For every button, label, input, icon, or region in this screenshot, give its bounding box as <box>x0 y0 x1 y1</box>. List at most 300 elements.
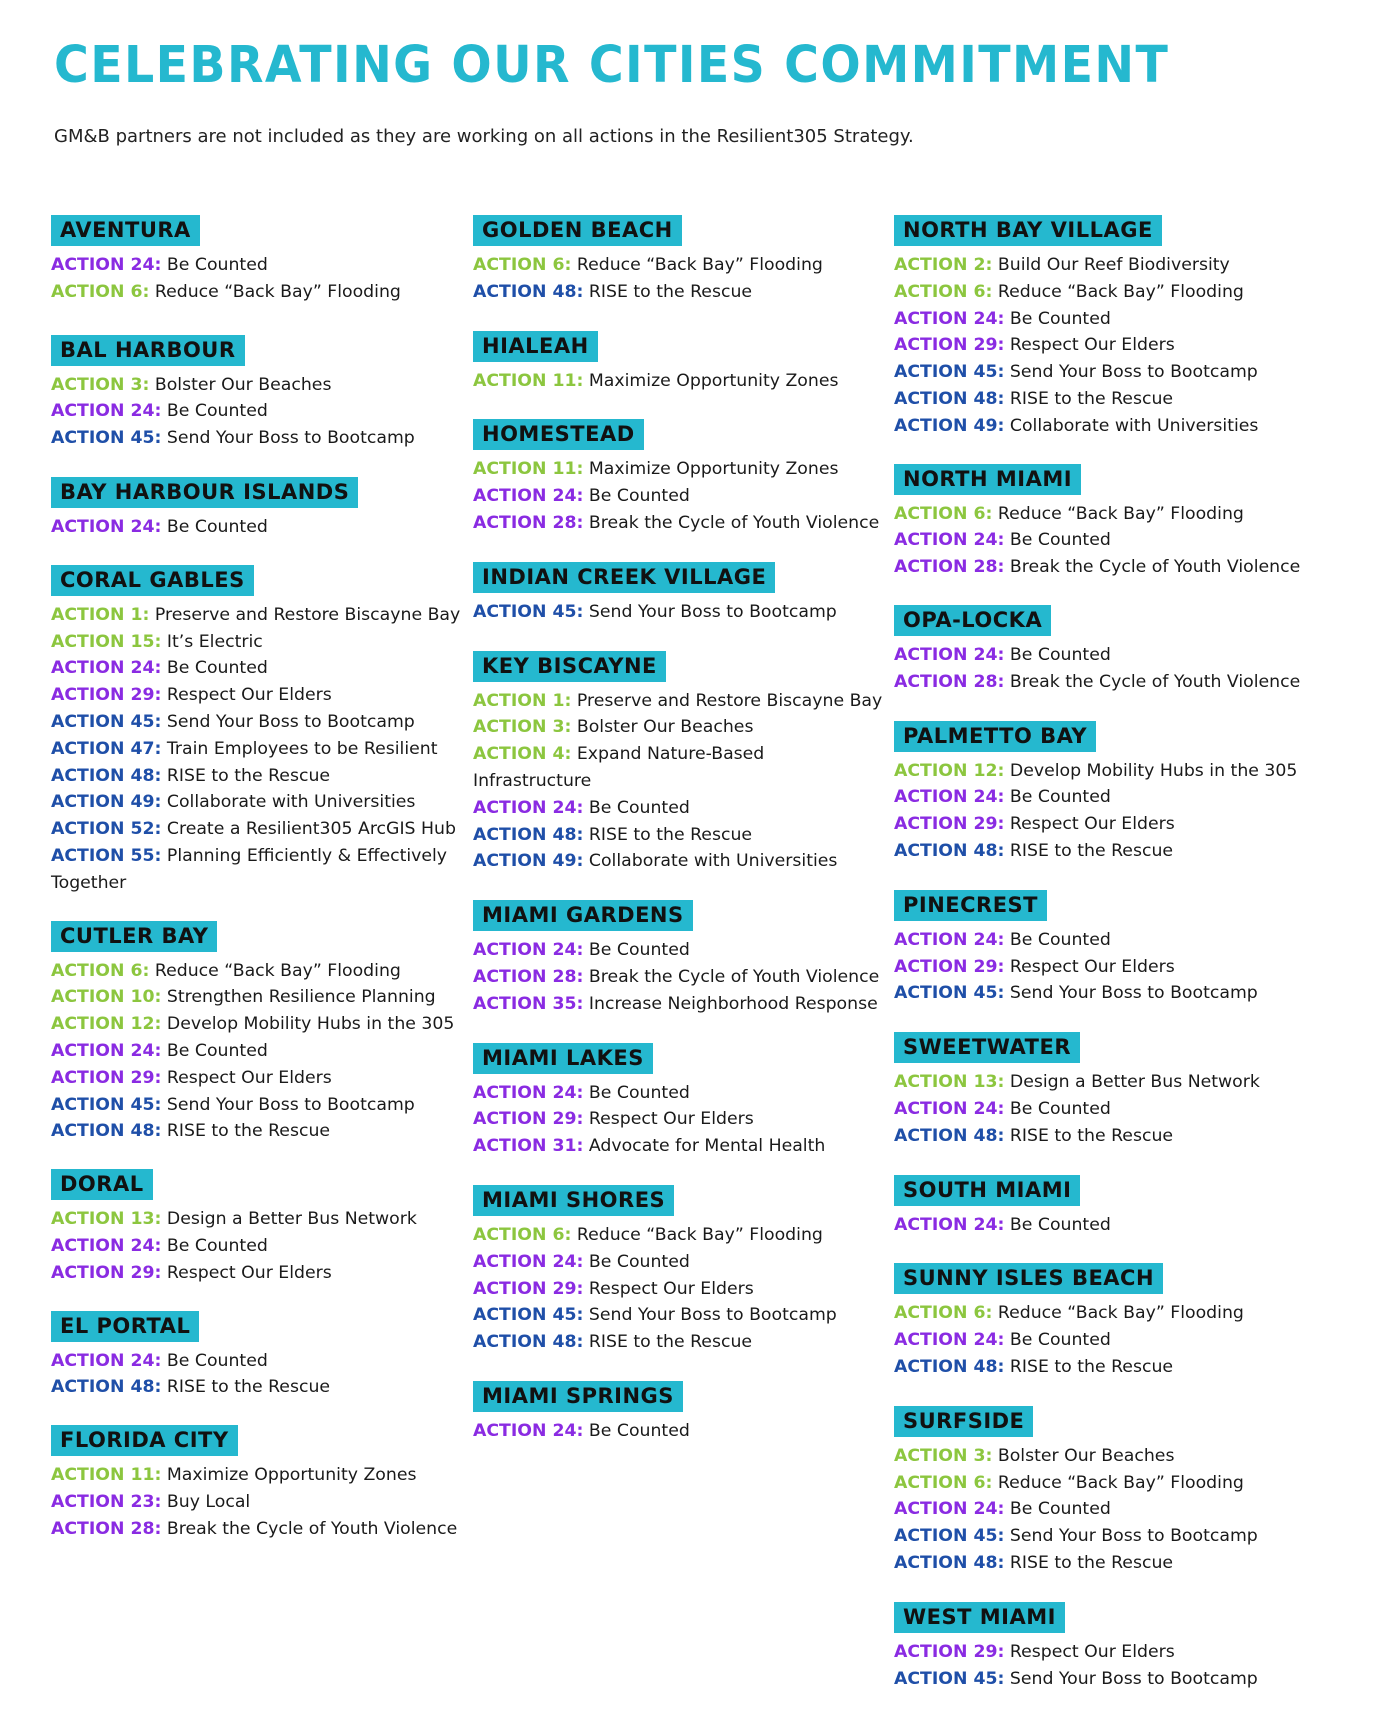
page-subtitle: GM&B partners are not included as they are working on all actions in the Resilient305 Strategy. <box>54 126 914 147</box>
action-item <box>473 1080 883 1107</box>
action-title: RISE to the Rescue <box>583 824 753 845</box>
action-number: ACTION 1: <box>473 690 572 711</box>
action-title: Be Counted <box>1004 308 1111 329</box>
action-title: RISE to the Rescue <box>161 765 331 786</box>
city-block <box>51 1169 461 1286</box>
action-number: ACTION 24: <box>894 1499 1005 1520</box>
city-block <box>51 921 461 1146</box>
city-name: HIALEAH <box>473 331 598 362</box>
action-item <box>51 682 461 709</box>
action-number: ACTION 24: <box>51 658 162 679</box>
action-title: Planning Efficiently & Effectively Together <box>51 845 453 893</box>
action-title: Be Counted <box>1004 1330 1111 1351</box>
action-title: Send Your Boss to Bootcamp <box>583 601 837 622</box>
action-item <box>894 811 1304 838</box>
action-title: Design a Better Bus Network <box>1004 1072 1260 1093</box>
city-name: GOLDEN BEACH <box>473 215 682 246</box>
city-block <box>473 1185 883 1356</box>
action-title: Be Counted <box>583 1082 690 1103</box>
action-number: ACTION 24: <box>51 1040 162 1061</box>
action-item <box>894 1069 1304 1096</box>
action-item <box>473 483 883 510</box>
city-block <box>473 419 883 536</box>
action-number: ACTION 29: <box>51 1067 162 1088</box>
city-name: BAL HARBOUR <box>51 335 245 366</box>
action-number: ACTION 31: <box>473 1136 584 1157</box>
action-item <box>894 359 1304 386</box>
city-name: MIAMI LAKES <box>473 1043 653 1074</box>
action-number: ACTION 48: <box>473 281 584 302</box>
city-name: EL PORTAL <box>51 1311 199 1342</box>
city-name: MIAMI SHORES <box>473 1185 674 1216</box>
city-name: INDIAN CREEK VILLAGE <box>473 562 775 593</box>
action-title: Train Employees to be Resilient <box>161 738 438 759</box>
action-item <box>894 1354 1304 1381</box>
action-item <box>473 279 883 306</box>
action-item <box>894 306 1304 333</box>
action-title: RISE to the Rescue <box>1004 1552 1174 1573</box>
action-number: ACTION 49: <box>894 415 1005 436</box>
city-block <box>473 1043 883 1160</box>
action-number: ACTION 12: <box>51 1014 162 1035</box>
action-title: Increase Neighborhood Response <box>583 993 878 1014</box>
action-title: Reduce “Back Bay” Flooding <box>992 503 1244 524</box>
action-title: Reduce “Back Bay” Flooding <box>992 1303 1244 1324</box>
action-title: RISE to the Rescue <box>1004 1125 1174 1146</box>
city-block <box>473 331 883 395</box>
action-number: ACTION 45: <box>473 1305 584 1326</box>
action-title: Buy Local <box>161 1491 251 1512</box>
action-title: Be Counted <box>161 1235 268 1256</box>
city-block <box>894 605 1304 696</box>
action-title: Design a Better Bus Network <box>161 1209 417 1230</box>
action-item <box>473 252 883 279</box>
action-item <box>894 927 1304 954</box>
city-name: PINECREST <box>894 890 1047 921</box>
city-block <box>894 1263 1304 1380</box>
action-title: Advocate for Mental Health <box>583 1136 826 1157</box>
city-block <box>894 721 1304 865</box>
action-item <box>51 1489 461 1516</box>
action-number: ACTION 24: <box>51 516 162 537</box>
action-item <box>894 1666 1304 1693</box>
action-title: Be Counted <box>583 486 690 507</box>
city-block <box>894 464 1304 581</box>
action-title: RISE to the Rescue <box>1004 1356 1174 1377</box>
action-number: ACTION 29: <box>894 335 1005 356</box>
city-name: BAY HARBOUR ISLANDS <box>51 477 358 508</box>
city-name: FLORIDA CITY <box>51 1425 238 1456</box>
action-number: ACTION 4: <box>473 744 572 765</box>
action-number: ACTION 11: <box>51 1465 162 1486</box>
action-item <box>473 964 883 991</box>
city-block <box>473 651 883 876</box>
action-title: RISE to the Rescue <box>1004 388 1174 409</box>
action-title: Collaborate with Universities <box>1004 415 1259 436</box>
action-title: Be Counted <box>161 516 268 537</box>
action-title: Expand Nature-Based Infrastructure <box>473 744 770 791</box>
action-item <box>51 252 461 279</box>
action-item <box>894 1443 1304 1470</box>
action-title: Respect Our Elders <box>161 1067 332 1088</box>
action-title: Send Your Boss to Bootcamp <box>161 711 415 732</box>
action-number: ACTION 12: <box>894 760 1005 781</box>
action-title: Respect Our Elders <box>1004 1641 1175 1662</box>
action-title: Respect Our Elders <box>1004 956 1175 977</box>
action-item <box>51 1260 461 1287</box>
action-number: ACTION 45: <box>51 1094 162 1115</box>
action-item <box>894 1470 1304 1497</box>
city-block <box>894 890 1304 1007</box>
action-title: Be Counted <box>583 1251 690 1272</box>
action-item <box>894 501 1304 528</box>
action-item <box>473 848 883 875</box>
action-number: ACTION 29: <box>51 685 162 706</box>
action-item <box>51 372 461 399</box>
action-title: Respect Our Elders <box>1004 335 1175 356</box>
action-title: Build Our Reef Biodiversity <box>992 255 1230 275</box>
action-number: ACTION 11: <box>473 370 584 391</box>
action-title: Be Counted <box>161 255 268 275</box>
action-number: ACTION 49: <box>473 851 584 872</box>
city-name: CORAL GABLES <box>51 565 254 596</box>
action-title: Send Your Boss to Bootcamp <box>1004 362 1258 383</box>
action-title: Reduce “Back Bay” Flooding <box>149 281 401 302</box>
action-number: ACTION 11: <box>473 459 584 480</box>
action-title: Reduce “Back Bay” Flooding <box>571 255 823 275</box>
column-3 <box>894 215 1304 1692</box>
action-number: ACTION 48: <box>894 1125 1005 1146</box>
action-item <box>894 1327 1304 1354</box>
action-number: ACTION 1: <box>51 604 150 625</box>
action-item <box>51 709 461 736</box>
action-item <box>894 1096 1304 1123</box>
action-number: ACTION 49: <box>51 792 162 813</box>
action-title: Develop Mobility Hubs in the 305 <box>1004 760 1298 781</box>
action-item <box>894 980 1304 1007</box>
action-number: ACTION 28: <box>473 512 584 533</box>
action-title: Break the Cycle of Youth Violence <box>161 1518 458 1539</box>
city-name: AVENTURA <box>51 215 200 246</box>
action-item <box>894 1523 1304 1550</box>
action-item <box>894 279 1304 306</box>
action-item <box>894 1212 1304 1239</box>
action-item <box>473 714 883 741</box>
action-item <box>473 1302 883 1329</box>
action-title: Be Counted <box>583 797 690 818</box>
action-number: ACTION 24: <box>894 530 1005 551</box>
action-item <box>894 413 1304 440</box>
action-item <box>894 838 1304 865</box>
action-number: ACTION 24: <box>894 644 1005 665</box>
action-title: Maximize Opportunity Zones <box>583 370 839 391</box>
city-name: WEST MIAMI <box>894 1602 1065 1633</box>
action-item <box>51 279 461 306</box>
city-name: NORTH MIAMI <box>894 464 1081 495</box>
action-item <box>473 937 883 964</box>
city-block <box>51 335 461 452</box>
action-number: ACTION 45: <box>894 362 1005 383</box>
action-item <box>894 784 1304 811</box>
action-item <box>894 252 1304 279</box>
action-number: ACTION 24: <box>473 1251 584 1272</box>
action-number: ACTION 24: <box>51 255 162 275</box>
action-number: ACTION 29: <box>473 1109 584 1130</box>
action-number: ACTION 6: <box>894 1303 993 1324</box>
action-number: ACTION 24: <box>51 1235 162 1256</box>
action-number: ACTION 29: <box>894 814 1005 835</box>
action-item <box>51 843 451 897</box>
action-item <box>473 991 883 1018</box>
action-title: Respect Our Elders <box>1004 814 1175 835</box>
action-title: Send Your Boss to Bootcamp <box>1004 983 1258 1004</box>
city-block <box>473 900 883 1017</box>
action-title: Reduce “Back Bay” Flooding <box>571 1224 823 1245</box>
action-title: Collaborate with Universities <box>583 851 838 872</box>
action-item <box>894 669 1304 696</box>
action-number: ACTION 24: <box>894 308 1005 329</box>
action-item <box>894 1639 1304 1666</box>
action-number: ACTION 48: <box>473 1332 584 1353</box>
action-number: ACTION 24: <box>894 787 1005 808</box>
action-item <box>894 1300 1304 1327</box>
action-number: ACTION 13: <box>51 1209 162 1230</box>
action-title: Be Counted <box>1004 1499 1111 1520</box>
action-title: Bolster Our Beaches <box>992 1445 1175 1466</box>
action-number: ACTION 29: <box>894 1641 1005 1662</box>
action-title: RISE to the Rescue <box>161 1121 331 1142</box>
action-item <box>894 527 1304 554</box>
action-title: Respect Our Elders <box>583 1109 754 1130</box>
action-item <box>51 789 461 816</box>
action-number: ACTION 3: <box>894 1445 993 1466</box>
action-item <box>473 368 883 395</box>
action-number: ACTION 24: <box>51 1350 162 1371</box>
action-title: Respect Our Elders <box>583 1278 754 1299</box>
action-title: Reduce “Back Bay” Flooding <box>992 281 1244 302</box>
action-title: Be Counted <box>583 1420 690 1441</box>
action-number: ACTION 48: <box>51 1121 162 1142</box>
action-number: ACTION 45: <box>51 428 162 449</box>
action-title: Strengthen Resilience Planning <box>161 987 436 1008</box>
action-item <box>51 1348 461 1375</box>
action-title: Send Your Boss to Bootcamp <box>583 1305 837 1326</box>
action-item <box>51 629 461 656</box>
action-item <box>473 456 883 483</box>
action-number: ACTION 35: <box>473 993 584 1014</box>
action-item <box>51 1516 461 1543</box>
action-title: Send Your Boss to Bootcamp <box>1004 1668 1258 1689</box>
action-item <box>51 602 461 629</box>
action-number: ACTION 28: <box>894 557 1005 578</box>
action-item <box>51 1092 461 1119</box>
action-number: ACTION 45: <box>473 601 584 622</box>
city-block <box>894 1175 1304 1239</box>
action-item <box>894 332 1304 359</box>
action-title: Bolster Our Beaches <box>149 374 332 395</box>
action-item <box>894 1550 1304 1577</box>
action-title: Respect Our Elders <box>161 1262 332 1283</box>
action-title: Break the Cycle of Youth Violence <box>583 512 880 533</box>
city-block <box>894 1602 1304 1693</box>
action-number: ACTION 6: <box>894 1472 993 1493</box>
action-title: Be Counted <box>1004 929 1111 950</box>
action-item <box>473 1276 883 1303</box>
action-title: RISE to the Rescue <box>161 1377 331 1398</box>
action-title: Be Counted <box>161 1350 268 1371</box>
city-block <box>51 565 461 897</box>
action-title: RISE to the Rescue <box>583 281 753 302</box>
action-number: ACTION 28: <box>51 1518 162 1539</box>
action-item <box>51 736 461 763</box>
action-number: ACTION 6: <box>894 281 993 302</box>
action-title: Be Counted <box>1004 644 1111 665</box>
action-title: Respect Our Elders <box>161 685 332 706</box>
action-number: ACTION 29: <box>51 1262 162 1283</box>
action-title: Break the Cycle of Youth Violence <box>583 966 880 987</box>
action-number: ACTION 24: <box>473 797 584 818</box>
action-item <box>51 984 461 1011</box>
action-number: ACTION 24: <box>894 1330 1005 1351</box>
action-item <box>894 386 1304 413</box>
action-item <box>51 1462 461 1489</box>
action-item <box>473 599 883 626</box>
city-block <box>473 562 883 626</box>
action-item <box>51 1065 461 1092</box>
city-name: MIAMI GARDENS <box>473 900 693 931</box>
action-number: ACTION 6: <box>51 960 150 981</box>
action-item <box>473 1329 883 1356</box>
action-item <box>51 1233 461 1260</box>
action-number: ACTION 45: <box>894 983 1005 1004</box>
action-number: ACTION 24: <box>894 929 1005 950</box>
action-item <box>894 1123 1304 1150</box>
action-item <box>473 1418 883 1445</box>
action-title: Preserve and Restore Biscayne Bay <box>149 604 461 625</box>
action-number: ACTION 6: <box>894 503 993 524</box>
action-item <box>894 954 1304 981</box>
action-number: ACTION 3: <box>51 374 150 395</box>
action-item <box>51 398 461 425</box>
action-title: Maximize Opportunity Zones <box>583 459 839 480</box>
action-item <box>473 795 883 822</box>
city-name: CUTLER BAY <box>51 921 217 952</box>
action-title: Be Counted <box>161 658 268 679</box>
action-number: ACTION 6: <box>51 281 150 302</box>
action-number: ACTION 45: <box>894 1668 1005 1689</box>
action-item <box>51 763 461 790</box>
city-block <box>51 1311 461 1402</box>
column-2 <box>473 215 883 1445</box>
action-item <box>51 958 461 985</box>
action-number: ACTION 13: <box>894 1072 1005 1093</box>
action-item <box>894 642 1304 669</box>
action-title: Be Counted <box>583 940 690 961</box>
action-title: Break the Cycle of Youth Violence <box>1004 671 1301 692</box>
city-name: HOMESTEAD <box>473 419 644 450</box>
action-title: Send Your Boss to Bootcamp <box>1004 1526 1258 1547</box>
action-title: RISE to the Rescue <box>1004 840 1174 861</box>
action-item <box>473 688 883 715</box>
action-title: Be Counted <box>1004 787 1111 808</box>
action-title: Reduce “Back Bay” Flooding <box>149 960 401 981</box>
city-name: SURFSIDE <box>894 1406 1033 1437</box>
action-item <box>894 554 1304 581</box>
city-name: KEY BISCAYNE <box>473 651 666 682</box>
action-title: Create a Resilient305 ArcGIS Hub <box>161 819 456 840</box>
action-title: Be Counted <box>161 401 268 422</box>
city-block <box>894 1406 1304 1577</box>
city-block <box>894 1032 1304 1149</box>
action-title: It’s Electric <box>161 631 263 652</box>
action-number: ACTION 24: <box>473 1082 584 1103</box>
action-item <box>51 1118 461 1145</box>
action-number: ACTION 15: <box>51 631 162 652</box>
action-item <box>473 1249 883 1276</box>
action-item <box>473 1133 883 1160</box>
action-title: Be Counted <box>161 1040 268 1061</box>
action-number: ACTION 45: <box>51 711 162 732</box>
city-name: DORAL <box>51 1169 153 1200</box>
city-name: OPA-LOCKA <box>894 605 1051 636</box>
action-item <box>51 1011 461 1038</box>
action-number: ACTION 29: <box>894 956 1005 977</box>
city-name: MIAMI SPRINGS <box>473 1381 683 1412</box>
action-number: ACTION 47: <box>51 738 162 759</box>
action-item <box>894 1496 1304 1523</box>
action-number: ACTION 48: <box>894 1356 1005 1377</box>
city-name: SWEETWATER <box>894 1032 1080 1063</box>
action-title: Break the Cycle of Youth Violence <box>1004 557 1301 578</box>
action-item <box>473 741 883 795</box>
action-number: ACTION 48: <box>894 388 1005 409</box>
page-title: CELEBRATING OUR CITIES COMMITMENT <box>54 36 1170 95</box>
action-number: ACTION 24: <box>473 1420 584 1441</box>
city-name: PALMETTO BAY <box>894 721 1096 752</box>
city-block <box>473 1381 883 1445</box>
action-number: ACTION 45: <box>894 1526 1005 1547</box>
action-title: Be Counted <box>1004 530 1111 551</box>
action-number: ACTION 29: <box>473 1278 584 1299</box>
action-number: ACTION 6: <box>473 255 572 275</box>
action-number: ACTION 48: <box>894 1552 1005 1573</box>
action-number: ACTION 24: <box>473 486 584 507</box>
action-number: ACTION 52: <box>51 819 162 840</box>
action-item <box>51 425 461 452</box>
city-block <box>473 215 883 306</box>
city-block <box>51 1425 461 1542</box>
action-number: ACTION 24: <box>894 1098 1005 1119</box>
action-title: Send Your Boss to Bootcamp <box>161 1094 415 1115</box>
action-title: Bolster Our Beaches <box>571 717 754 738</box>
city-block <box>894 215 1304 440</box>
action-number: ACTION 23: <box>51 1491 162 1512</box>
city-block <box>51 215 461 306</box>
city-name: SUNNY ISLES BEACH <box>894 1263 1163 1294</box>
action-number: ACTION 28: <box>894 671 1005 692</box>
action-title: Be Counted <box>1004 1098 1111 1119</box>
action-number: ACTION 3: <box>473 717 572 738</box>
action-number: ACTION 48: <box>473 824 584 845</box>
action-number: ACTION 24: <box>51 401 162 422</box>
action-item <box>51 655 461 682</box>
action-item <box>51 816 461 843</box>
action-title: Preserve and Restore Biscayne Bay <box>571 690 883 711</box>
action-item <box>51 1206 461 1233</box>
action-number: ACTION 48: <box>51 765 162 786</box>
action-item <box>51 514 461 541</box>
action-item <box>473 822 883 849</box>
